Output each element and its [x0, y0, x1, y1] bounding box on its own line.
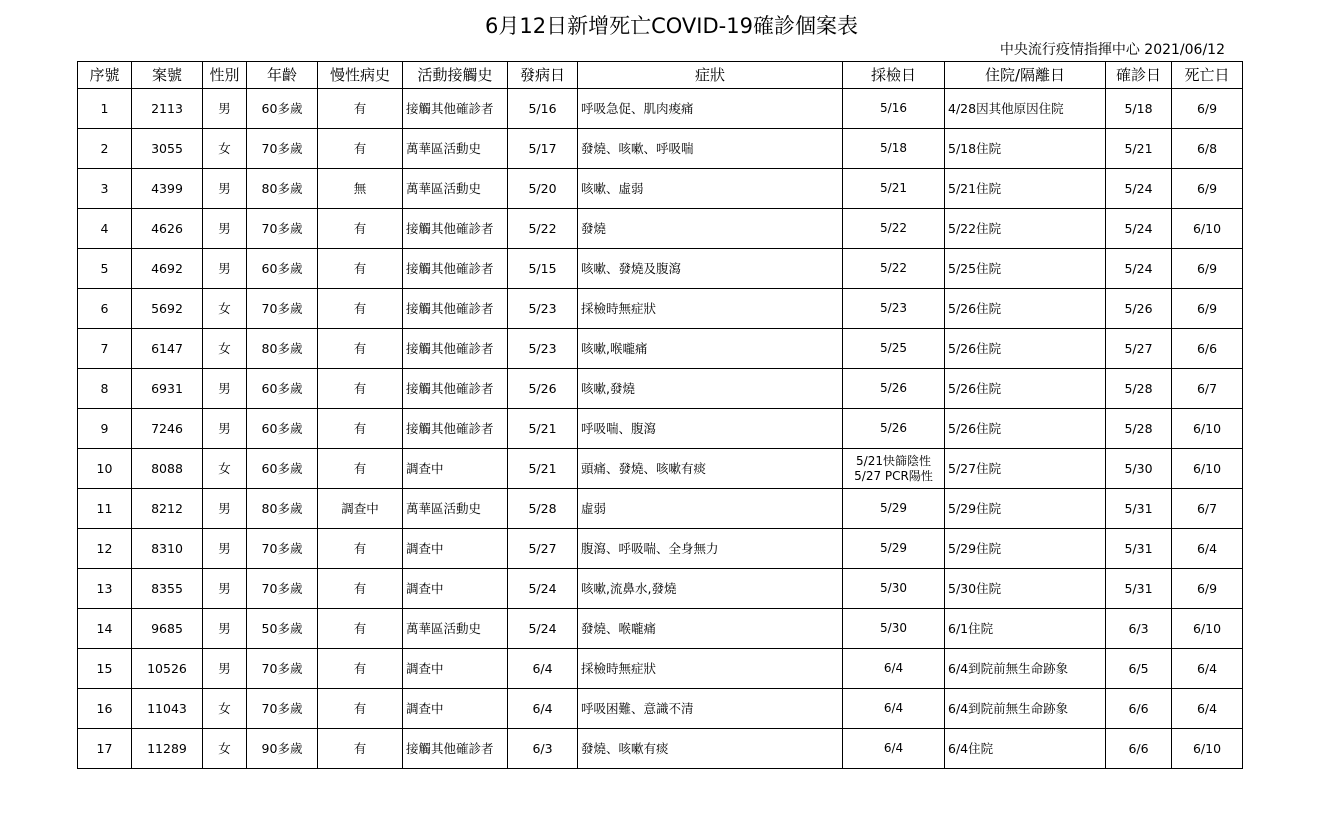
- cell-symptoms: 咳嗽、虛弱: [578, 169, 843, 209]
- cell-serial: 12: [78, 529, 132, 569]
- cell-chronic-history: 有: [318, 689, 403, 729]
- cell-sex: 男: [203, 609, 247, 649]
- cell-onset-date: 5/15: [508, 249, 578, 289]
- header-onset-date: 發病日: [508, 62, 578, 89]
- cell-chronic-history: 有: [318, 89, 403, 129]
- cell-confirmed-date: 5/27: [1106, 329, 1172, 369]
- cell-sex: 男: [203, 489, 247, 529]
- cell-age: 60多歲: [247, 409, 318, 449]
- cell-chronic-history: 有: [318, 609, 403, 649]
- cell-death-date: 6/9: [1172, 569, 1243, 609]
- cell-onset-date: 5/20: [508, 169, 578, 209]
- cell-symptoms: 咳嗽,發燒: [578, 369, 843, 409]
- cell-sex: 女: [203, 129, 247, 169]
- cell-symptoms: 虛弱: [578, 489, 843, 529]
- header-row: [78, 62, 1243, 89]
- sampling-line: 5/30: [880, 581, 907, 595]
- table-row: [78, 369, 1243, 409]
- table-row: [78, 649, 1243, 689]
- table-row: [78, 529, 1243, 569]
- cell-onset-date: 5/28: [508, 489, 578, 529]
- cell-chronic-history: 有: [318, 369, 403, 409]
- cell-symptoms: 咳嗽、發燒及腹瀉: [578, 249, 843, 289]
- cell-confirmed-date: 6/6: [1106, 729, 1172, 769]
- table-row: [78, 289, 1243, 329]
- header-sex: 性別: [203, 62, 247, 89]
- cell-sex: 男: [203, 89, 247, 129]
- cell-case-number: 11289: [132, 729, 203, 769]
- cell-confirmed-date: 5/31: [1106, 529, 1172, 569]
- cell-symptoms: 採檢時無症狀: [578, 289, 843, 329]
- cell-symptoms: 呼吸喘、腹瀉: [578, 409, 843, 449]
- cell-death-date: 6/4: [1172, 649, 1243, 689]
- cell-case-number: 4692: [132, 249, 203, 289]
- cell-sampling-date: [843, 209, 945, 249]
- cell-age: 80多歲: [247, 169, 318, 209]
- cell-chronic-history: 有: [318, 729, 403, 769]
- cell-symptoms: 呼吸急促、肌肉痠痛: [578, 89, 843, 129]
- cell-death-date: 6/10: [1172, 209, 1243, 249]
- table-row: [78, 689, 1243, 729]
- cell-age: 70多歲: [247, 129, 318, 169]
- cell-symptoms: 發燒、咳嗽有痰: [578, 729, 843, 769]
- cell-onset-date: 5/17: [508, 129, 578, 169]
- cell-sampling-date: [843, 329, 945, 369]
- cell-sampling-date: [843, 489, 945, 529]
- cell-case-number: 11043: [132, 689, 203, 729]
- cell-onset-date: 5/22: [508, 209, 578, 249]
- cell-chronic-history: 調查中: [318, 489, 403, 529]
- cell-serial: 13: [78, 569, 132, 609]
- sampling-line: 5/25: [880, 341, 907, 355]
- table-row: [78, 249, 1243, 289]
- header-hospitalization-date: 住院/隔離日: [945, 62, 1106, 89]
- cell-hospitalization-date: 5/26住院: [945, 409, 1106, 449]
- cell-death-date: 6/4: [1172, 689, 1243, 729]
- header-confirmed-date: 確診日: [1106, 62, 1172, 89]
- cell-onset-date: 5/21: [508, 449, 578, 489]
- header-serial: 序號: [78, 62, 132, 89]
- cell-sampling-date: [843, 169, 945, 209]
- cell-age: 70多歲: [247, 209, 318, 249]
- cell-sampling-date: [843, 529, 945, 569]
- cell-contact-history: 接觸其他確診者: [403, 729, 508, 769]
- header-sampling-date: 採檢日: [843, 62, 945, 89]
- cell-case-number: 10526: [132, 649, 203, 689]
- cell-sex: 女: [203, 449, 247, 489]
- sampling-line: 5/22: [880, 221, 907, 235]
- cell-onset-date: 5/24: [508, 569, 578, 609]
- cell-age: 70多歲: [247, 529, 318, 569]
- cell-confirmed-date: 5/21: [1106, 129, 1172, 169]
- cell-hospitalization-date: 5/29住院: [945, 529, 1106, 569]
- sampling-line: 5/23: [880, 301, 907, 315]
- cell-age: 60多歲: [247, 249, 318, 289]
- cell-case-number: 4399: [132, 169, 203, 209]
- header-case-number: 案號: [132, 62, 203, 89]
- table-row: [78, 449, 1243, 489]
- sampling-line: 5/18: [880, 141, 907, 155]
- sampling-line: 5/30: [880, 621, 907, 635]
- header-death-date: 死亡日: [1172, 62, 1243, 89]
- sampling-line: 5/27 PCR陽性: [854, 468, 933, 483]
- cell-symptoms: 腹瀉、呼吸喘、全身無力: [578, 529, 843, 569]
- cell-death-date: 6/7: [1172, 489, 1243, 529]
- cell-contact-history: 接觸其他確診者: [403, 209, 508, 249]
- cell-onset-date: 5/23: [508, 289, 578, 329]
- header-contact-history: 活動接觸史: [403, 62, 508, 89]
- header-chronic-history: 慢性病史: [318, 62, 403, 89]
- cell-case-number: 8355: [132, 569, 203, 609]
- cell-hospitalization-date: 5/25住院: [945, 249, 1106, 289]
- cell-symptoms: 採檢時無症狀: [578, 649, 843, 689]
- cell-death-date: 6/9: [1172, 169, 1243, 209]
- cell-contact-history: 接觸其他確診者: [403, 329, 508, 369]
- table-row: [78, 89, 1243, 129]
- table-row: [78, 329, 1243, 369]
- cell-death-date: 6/9: [1172, 289, 1243, 329]
- cell-case-number: 9685: [132, 609, 203, 649]
- cell-serial: 7: [78, 329, 132, 369]
- cell-case-number: 8212: [132, 489, 203, 529]
- cell-serial: 17: [78, 729, 132, 769]
- cell-onset-date: 5/16: [508, 89, 578, 129]
- sampling-line: 5/26: [880, 381, 907, 395]
- case-table: [77, 61, 1243, 769]
- cell-confirmed-date: 5/30: [1106, 449, 1172, 489]
- cell-sampling-date: [843, 89, 945, 129]
- cell-hospitalization-date: 5/18住院: [945, 129, 1106, 169]
- cell-onset-date: 6/4: [508, 689, 578, 729]
- cell-age: 80多歲: [247, 489, 318, 529]
- cell-case-number: 8088: [132, 449, 203, 489]
- table-row: [78, 609, 1243, 649]
- case-rows: [78, 89, 1243, 769]
- cell-death-date: 6/4: [1172, 529, 1243, 569]
- cell-hospitalization-date: 5/26住院: [945, 369, 1106, 409]
- cell-age: 50多歲: [247, 609, 318, 649]
- cell-death-date: 6/6: [1172, 329, 1243, 369]
- cell-serial: 1: [78, 89, 132, 129]
- cell-symptoms: 呼吸困難、意識不清: [578, 689, 843, 729]
- cell-serial: 3: [78, 169, 132, 209]
- cell-onset-date: 5/26: [508, 369, 578, 409]
- cell-sex: 女: [203, 729, 247, 769]
- table-row: [78, 409, 1243, 449]
- cell-sex: 男: [203, 169, 247, 209]
- cell-age: 70多歲: [247, 289, 318, 329]
- cell-confirmed-date: 5/18: [1106, 89, 1172, 129]
- cell-sampling-date: [843, 569, 945, 609]
- cell-contact-history: 接觸其他確診者: [403, 369, 508, 409]
- cell-death-date: 6/7: [1172, 369, 1243, 409]
- cell-age: 70多歲: [247, 689, 318, 729]
- cell-symptoms: 發燒: [578, 209, 843, 249]
- cell-death-date: 6/10: [1172, 609, 1243, 649]
- cell-serial: 16: [78, 689, 132, 729]
- cell-age: 60多歲: [247, 369, 318, 409]
- cell-serial: 2: [78, 129, 132, 169]
- cell-contact-history: 萬華區活動史: [403, 129, 508, 169]
- cell-chronic-history: 有: [318, 129, 403, 169]
- cell-chronic-history: 有: [318, 249, 403, 289]
- cell-sampling-date: [843, 249, 945, 289]
- cell-case-number: 5692: [132, 289, 203, 329]
- document-title: 6月12日新增死亡COVID-19確診個案表: [485, 14, 858, 38]
- cell-contact-history: 調查中: [403, 529, 508, 569]
- cell-contact-history: 接觸其他確診者: [403, 409, 508, 449]
- cell-case-number: 6931: [132, 369, 203, 409]
- cell-hospitalization-date: 5/21住院: [945, 169, 1106, 209]
- header-age: 年齡: [247, 62, 318, 89]
- cell-confirmed-date: 6/6: [1106, 689, 1172, 729]
- sampling-line: 5/29: [880, 501, 907, 515]
- header-symptoms: 症狀: [578, 62, 843, 89]
- cell-contact-history: 調查中: [403, 649, 508, 689]
- sampling-line: 5/21快篩陰性: [856, 453, 931, 468]
- cell-chronic-history: 有: [318, 569, 403, 609]
- cell-onset-date: 6/4: [508, 649, 578, 689]
- cell-sex: 男: [203, 529, 247, 569]
- cell-contact-history: 調查中: [403, 449, 508, 489]
- source-date: 中央流行疫情指揮中心 2021/06/12: [999, 42, 1225, 58]
- cell-hospitalization-date: 6/4到院前無生命跡象: [945, 649, 1106, 689]
- cell-serial: 5: [78, 249, 132, 289]
- cell-sampling-date: [843, 689, 945, 729]
- cell-hospitalization-date: 4/28因其他原因住院: [945, 89, 1106, 129]
- sampling-line: 5/29: [880, 541, 907, 555]
- cell-sex: 女: [203, 689, 247, 729]
- cell-confirmed-date: 5/31: [1106, 569, 1172, 609]
- cell-onset-date: 5/21: [508, 409, 578, 449]
- cell-case-number: 7246: [132, 409, 203, 449]
- cell-onset-date: 6/3: [508, 729, 578, 769]
- cell-chronic-history: 無: [318, 169, 403, 209]
- cell-confirmed-date: 5/28: [1106, 409, 1172, 449]
- cell-case-number: 3055: [132, 129, 203, 169]
- sampling-line: 5/22: [880, 261, 907, 275]
- cell-age: 70多歲: [247, 569, 318, 609]
- cell-chronic-history: 有: [318, 289, 403, 329]
- cell-age: 90多歲: [247, 729, 318, 769]
- cell-death-date: 6/10: [1172, 729, 1243, 769]
- cell-symptoms: 發燒、喉嚨痛: [578, 609, 843, 649]
- cell-chronic-history: 有: [318, 329, 403, 369]
- cell-sex: 女: [203, 329, 247, 369]
- table-row: [78, 569, 1243, 609]
- cell-contact-history: 接觸其他確診者: [403, 249, 508, 289]
- cell-confirmed-date: 5/28: [1106, 369, 1172, 409]
- sampling-line: 6/4: [883, 661, 904, 675]
- cell-serial: 6: [78, 289, 132, 329]
- cell-hospitalization-date: 6/4到院前無生命跡象: [945, 689, 1106, 729]
- cell-contact-history: 萬華區活動史: [403, 609, 508, 649]
- table-row: [78, 729, 1243, 769]
- cell-confirmed-date: 5/26: [1106, 289, 1172, 329]
- cell-contact-history: 萬華區活動史: [403, 489, 508, 529]
- cell-case-number: 2113: [132, 89, 203, 129]
- cell-hospitalization-date: 5/26住院: [945, 329, 1106, 369]
- cell-contact-history: 接觸其他確診者: [403, 289, 508, 329]
- cell-contact-history: 調查中: [403, 569, 508, 609]
- cell-death-date: 6/9: [1172, 89, 1243, 129]
- cell-death-date: 6/9: [1172, 249, 1243, 289]
- sampling-line: 6/4: [883, 741, 904, 755]
- cell-chronic-history: 有: [318, 409, 403, 449]
- table-row: [78, 129, 1243, 169]
- cell-sex: 男: [203, 249, 247, 289]
- cell-serial: 8: [78, 369, 132, 409]
- cell-serial: 14: [78, 609, 132, 649]
- cell-sex: 男: [203, 209, 247, 249]
- cell-hospitalization-date: 6/1住院: [945, 609, 1106, 649]
- cell-hospitalization-date: 5/30住院: [945, 569, 1106, 609]
- cell-age: 80多歲: [247, 329, 318, 369]
- cell-case-number: 4626: [132, 209, 203, 249]
- table-row: [78, 489, 1243, 529]
- cell-serial: 11: [78, 489, 132, 529]
- cell-contact-history: 接觸其他確診者: [403, 89, 508, 129]
- cell-contact-history: 萬華區活動史: [403, 169, 508, 209]
- cell-chronic-history: 有: [318, 649, 403, 689]
- cell-symptoms: 頭痛、發燒、咳嗽有痰: [578, 449, 843, 489]
- cell-sampling-date: [843, 649, 945, 689]
- cell-symptoms: 咳嗽,流鼻水,發燒: [578, 569, 843, 609]
- cell-age: 70多歲: [247, 649, 318, 689]
- cell-hospitalization-date: 5/29住院: [945, 489, 1106, 529]
- cell-serial: 4: [78, 209, 132, 249]
- cell-onset-date: 5/27: [508, 529, 578, 569]
- cell-death-date: 6/10: [1172, 449, 1243, 489]
- cell-hospitalization-date: 5/26住院: [945, 289, 1106, 329]
- cell-confirmed-date: 5/31: [1106, 489, 1172, 529]
- cell-chronic-history: 有: [318, 449, 403, 489]
- cell-serial: 9: [78, 409, 132, 449]
- cell-sampling-date: [843, 609, 945, 649]
- cell-hospitalization-date: 6/4住院: [945, 729, 1106, 769]
- cell-sampling-date: [843, 129, 945, 169]
- sampling-line: 5/26: [880, 421, 907, 435]
- table-row: [78, 169, 1243, 209]
- cell-age: 60多歲: [247, 89, 318, 129]
- cell-death-date: 6/8: [1172, 129, 1243, 169]
- cell-age: 60多歲: [247, 449, 318, 489]
- cell-sampling-date: [843, 289, 945, 329]
- cell-serial: 15: [78, 649, 132, 689]
- cell-sex: 男: [203, 649, 247, 689]
- cell-death-date: 6/10: [1172, 409, 1243, 449]
- table-row: [78, 209, 1243, 249]
- cell-sampling-date: [843, 729, 945, 769]
- cell-confirmed-date: 5/24: [1106, 249, 1172, 289]
- cell-sex: 女: [203, 289, 247, 329]
- cell-sampling-date: [843, 449, 945, 489]
- cell-case-number: 8310: [132, 529, 203, 569]
- cell-sampling-date: [843, 409, 945, 449]
- cell-sex: 男: [203, 369, 247, 409]
- cell-confirmed-date: 6/5: [1106, 649, 1172, 689]
- sampling-line: 5/16: [880, 101, 907, 115]
- cell-hospitalization-date: 5/27住院: [945, 449, 1106, 489]
- cell-symptoms: 咳嗽,喉嚨痛: [578, 329, 843, 369]
- cell-chronic-history: 有: [318, 209, 403, 249]
- cell-serial: 10: [78, 449, 132, 489]
- cell-chronic-history: 有: [318, 529, 403, 569]
- cell-case-number: 6147: [132, 329, 203, 369]
- cell-sex: 男: [203, 409, 247, 449]
- cell-confirmed-date: 5/24: [1106, 169, 1172, 209]
- cell-sex: 男: [203, 569, 247, 609]
- cell-confirmed-date: 5/24: [1106, 209, 1172, 249]
- cell-hospitalization-date: 5/22住院: [945, 209, 1106, 249]
- cell-onset-date: 5/24: [508, 609, 578, 649]
- cell-onset-date: 5/23: [508, 329, 578, 369]
- cell-sampling-date: [843, 369, 945, 409]
- cell-symptoms: 發燒、咳嗽、呼吸喘: [578, 129, 843, 169]
- sampling-line: 6/4: [883, 701, 904, 715]
- cell-confirmed-date: 6/3: [1106, 609, 1172, 649]
- sampling-line: 5/21: [880, 181, 907, 195]
- cell-contact-history: 調查中: [403, 689, 508, 729]
